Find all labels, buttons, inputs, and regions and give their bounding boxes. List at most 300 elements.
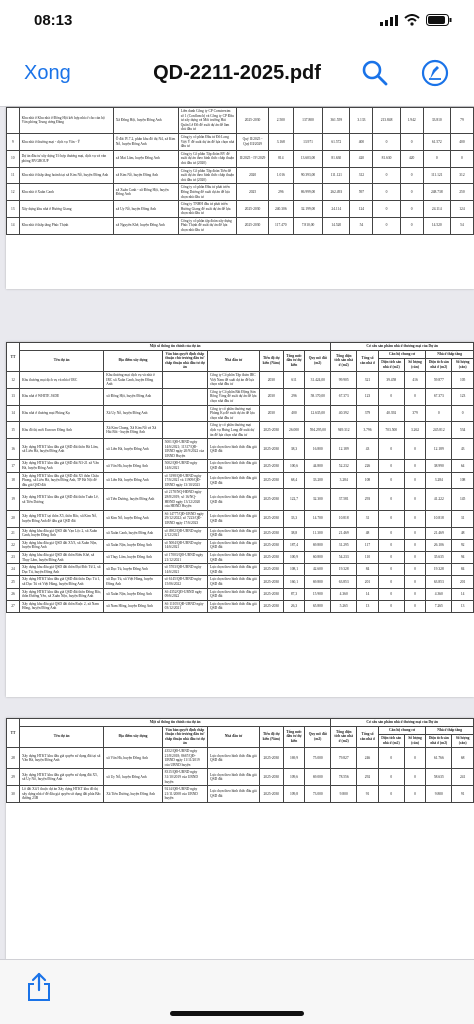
th-group-product: Cơ cấu sản phẩm nhà ở thương mại của Dự án <box>331 719 474 727</box>
table-row <box>7 422 474 439</box>
table-cell-legal: Số 14777/QĐ-UBND ngày 29/12/2022; số 7223/QĐ-UBND ngày 17/6/2023 <box>162 510 207 527</box>
table-cell-year1: II/2025 - IV/2029 <box>237 150 268 167</box>
table-cell-legal: số 5703/QĐ-UBND ngày 14/6/2021 <box>162 564 207 576</box>
table-cell-loc: xã Vân Hà, huyện Đông Anh <box>104 460 162 472</box>
table-cell-h: 43 <box>452 439 474 460</box>
table-cell-invest: Công ty Cổ phần Tập đoàn BV để xuất dự án theo hình thức chấp thuận chủ đầu tư (2020) <box>178 150 237 167</box>
table-cell-e: 0 <box>378 472 404 489</box>
table-cell-tt: 25 <box>7 576 20 588</box>
th-sub-area: Diện tích sàn nhà ở (m2) <box>426 734 452 747</box>
table-cell-c: 3.284 <box>331 472 357 489</box>
table-cell-year1: 2025-2030 <box>237 201 268 218</box>
table-cell-year: 2025-2030 <box>259 588 283 600</box>
table-cell-v2: 137.800 <box>293 108 322 134</box>
table-cell-h: 105 <box>452 371 474 388</box>
table-cell-loc: xã Xuân Nộn, huyện Đông Anh <box>104 539 162 551</box>
table-cell-c: 949.312 <box>331 422 357 439</box>
table-cell-v8: 312 <box>450 167 473 184</box>
table-cell-invest: Lựa chọn theo hình thức đấu giá QSD đất <box>208 472 260 489</box>
table-row <box>7 133 474 150</box>
table-cell-loc: xã Dục Tú, huyện Đông Anh <box>104 564 162 576</box>
table-cell-c: 79.827 <box>331 747 357 768</box>
table-cell-name: Xây dựng HTKT khu đấu giá QSD đất thôn Dục Tú 1, xã Dục Tú và Việt Hùng, huyện Đông Anh <box>19 576 103 588</box>
th-floor: Tổng diện tích sàn nhà ở (m2) <box>331 350 357 371</box>
table-cell-d: 48 <box>357 527 379 539</box>
table-row <box>7 472 474 489</box>
table-cell-v2: 90.393,00 <box>293 167 322 184</box>
table-cell-d: 84 <box>357 564 379 576</box>
table-cell-loc: xã Nam Hồng, huyện Đông Anh <box>104 600 162 612</box>
table-cell-a: 26.000 <box>283 422 305 439</box>
th-invest: Nhà đầu tư <box>208 350 260 371</box>
table-cell-invest: Lựa chọn theo hình thức đấu giá QSD đất <box>208 747 260 768</box>
table-cell-name: Xây dựng khu đấu giá QSD đất Vạn Lộc 2, xã Xuân Canh, huyện Đông Anh <box>19 527 103 539</box>
table-cell-v5: 0 <box>373 201 400 218</box>
table-row <box>7 769 474 786</box>
table-cell-legal <box>162 422 207 439</box>
table-cell-d: 14 <box>357 588 379 600</box>
table-cell-v4: 597 <box>350 184 373 201</box>
table-cell-b: 12.635,00 <box>305 405 331 422</box>
table-cell-f: 0 <box>404 588 426 600</box>
table-cell-name: Khu nhà ở thương mại Phùng Kụ <box>19 405 103 422</box>
table-cell-g: 4.360 <box>426 588 452 600</box>
table-cell-loc: xã Kim Nỗ, huyện Đông Anh <box>113 167 178 184</box>
table-cell-h: 13 <box>452 600 474 612</box>
table-cell-b: 33.200 <box>305 472 331 489</box>
table-cell-tt: 21 <box>7 527 20 539</box>
th-land: Quy mô đất (m2) <box>305 726 331 747</box>
table-cell-name: Khu đô thị mới Eurowo Đông Anh <box>19 422 103 439</box>
table-cell-loc: Xã Kim Chung, Xã Kim Nỗ và Xã Hải Bối - huyện Đông Anh <box>104 422 162 439</box>
table-row <box>7 588 474 600</box>
th-year: Tiến độ dự kiến (Năm) <box>259 350 283 371</box>
table-cell-b: 11.300 <box>305 527 331 539</box>
table-row <box>7 405 474 422</box>
bottom-toolbar <box>0 959 474 1024</box>
table-cell-v5: 213.848 <box>373 108 400 134</box>
table-cell-year: 2025-2030 <box>259 539 283 551</box>
table-cell-v4: 400 <box>350 133 373 150</box>
table-cell-h: 123 <box>452 388 474 405</box>
table-cell-tt: 23 <box>7 551 20 563</box>
table-row <box>7 201 474 218</box>
table-cell-d: 13 <box>357 600 379 612</box>
table-cell-f: 0 <box>404 747 426 768</box>
table-cell-year: 2025-2030 <box>259 786 283 803</box>
table-cell-year1: 2025-2030 <box>237 217 268 234</box>
table-cell-loc: xã Mai Lâm, huyện Đông Anh <box>113 150 178 167</box>
table-cell-tt: 28 <box>7 747 20 768</box>
table-cell-v1: 117.470 <box>268 217 293 234</box>
table-cell-invest: Công ty TNHH đầu tư phát triển Hương Giang để xuất dự án để lựa chọn nhà đầu tư <box>178 201 237 218</box>
table-cell-loc: xã Kim Nỗ, huyện Đông Anh <box>104 510 162 527</box>
table-cell-g: 10.818 <box>426 510 452 527</box>
table-cell-v3: 61.572 <box>323 133 350 150</box>
table-cell-year: 2025-2030 <box>259 576 283 588</box>
table-cell-year: 2025-2030 <box>259 527 283 539</box>
table-cell-f: 0 <box>404 472 426 489</box>
table-cell-v5: 0 <box>373 184 400 201</box>
table-cell-loc: Xã Uy Nỗ, huyện Đông Anh <box>104 405 162 422</box>
th-high: Căn hộ chung cư <box>378 726 426 734</box>
share-icon[interactable] <box>26 972 52 1002</box>
table-cell-g: 21.469 <box>426 527 452 539</box>
table-cell-a: 109,8 <box>283 786 305 803</box>
table-cell-g: 38.990 <box>426 460 452 472</box>
table-row <box>7 786 474 803</box>
table-cell-v7: 0 <box>423 150 450 167</box>
table-cell-a: 100,9 <box>283 551 305 563</box>
table-cell-invest: Lựa chọn theo hình thức đấu giá QSD đất <box>208 489 260 510</box>
table-cell-invest: Lựa chọn theo hình thức đấu giá QSD đất <box>208 588 260 600</box>
table-cell-invest: Lựa chọn theo hình thức đấu giá QSD đất <box>208 564 260 576</box>
table-cell-tt: 24 <box>7 564 20 576</box>
table-cell-loc: xã Dục Tú, xã Việt Hùng, huyện Đông Anh <box>104 576 162 588</box>
table-cell-d: 31 <box>357 510 379 527</box>
table-cell-v1: 296 <box>268 184 293 201</box>
table-cell-c: 10.818 <box>331 510 357 527</box>
table-cell-tt: 30 <box>7 786 20 803</box>
table-cell-c: 40.392 <box>331 405 357 422</box>
table-cell-e: 0 <box>378 747 404 768</box>
document-title: QD-2211-2025.pdf <box>153 62 321 84</box>
table-cell-f: 0 <box>404 527 426 539</box>
table-cell-loc: Khu thương mại dịch vụ và nhà ở IRC xã Xuân Canh, huyện Đông Anh <box>104 371 162 388</box>
status-bar <box>0 0 474 44</box>
table-cell-loc: xã Tiên Dương, huyện Đông Anh <box>104 489 162 510</box>
table-cell-legal: Số 4352/QĐ-UBND ngày 09/6/2022 <box>162 588 207 600</box>
markup-icon[interactable] <box>420 58 450 88</box>
table-cell-loc: xã Xuân Canh - xã Đông Hội, huyện Đông Anh <box>113 184 178 201</box>
table-cell-name: Xây dựng khu đấu giá QSD đất X5/3, xã Xuân Nộn, huyện Đông Anh <box>19 539 103 551</box>
table-cell-invest: Lựa chọn theo hình thức đấu giá QSD đất <box>208 551 260 563</box>
table-cell-c: 54.233 <box>331 551 357 563</box>
status-icons <box>380 14 452 26</box>
table-cell-e: 0 <box>378 786 404 803</box>
table-cell-v8: 400 <box>450 133 473 150</box>
th-tt: TT <box>7 719 20 748</box>
table-cell-loc: xã Uy Nỗ, huyện Đông Anh <box>104 769 162 786</box>
table-cell-a: 100,6 <box>283 460 305 472</box>
table-cell-v3: 24.114 <box>323 201 350 218</box>
table-cell-loc: Xã Đông Hội, huyện Đông Anh <box>113 108 178 134</box>
table-row <box>7 217 474 234</box>
table-cell-c: 12.189 <box>331 439 357 460</box>
table-cell-c: 99.905 <box>331 371 357 388</box>
table-cell-name: Xây dựng HTKT khu đấu giá QSD đất thôn Hà Lâm, xã Liên Hà, huyện Đông Anh <box>19 439 103 460</box>
table-cell-name: Lô đất X4/1 thuộc dự án Xây dựng HTKT khu đô thị xây dựng nhà ở để đấu giá quyền sử dụng đất phía Bắc đường 23B <box>19 786 103 803</box>
table-cell-h: 48 <box>452 527 474 539</box>
table-cell-b: 69.800 <box>305 539 331 551</box>
table-cell-year1: 2020 <box>237 167 268 184</box>
table-cell-invest: Công ty cổ phần Đầu tư Đô Long Việt Ý để xuất dự án để lựa chọn nhà đầu tư <box>178 133 237 150</box>
th-low: Nhà ở thấp tầng <box>426 726 474 734</box>
table-cell-v7: 24.114 <box>423 201 450 218</box>
table-cell-v6: 0 <box>400 184 423 201</box>
table-cell-f: 0 <box>404 600 426 612</box>
table-cell-b: 32.300 <box>305 489 331 510</box>
table-cell-a: 87,3 <box>283 588 305 600</box>
table-cell-b: 42.600 <box>305 564 331 576</box>
th-low: Nhà ở thấp tầng <box>426 350 474 358</box>
done-button[interactable]: Xong <box>24 62 71 84</box>
table-cell-d: 201 <box>357 576 379 588</box>
table-cell-g: 0 <box>426 405 452 422</box>
table-cell-name: Xây dựng khu đấu giá QSD đất thôn Biểu Khê, xã Thụy Lâm, huyện Đông Anh <box>19 551 103 563</box>
table-cell-invest: Lựa chọn theo hình thức đấu giá QSD đất <box>208 510 260 527</box>
table-cell-name: Xây dựng khu nhà ở Hương Giang <box>19 201 113 218</box>
table-cell-f: 379 <box>404 405 426 422</box>
table-cell-tt: 27 <box>7 600 20 612</box>
table-cell-c: 5.265 <box>331 600 357 612</box>
table-cell-v4: 3.133 <box>350 108 373 134</box>
table-cell-year: 2025-2030 <box>259 439 283 460</box>
table-cell-e: 703.500 <box>378 422 404 439</box>
table-cell-v2: 13.971 <box>293 133 322 150</box>
table-cell-loc: Ô đất IV.7.2, phân khu đô thị N4, xã Kim Nỗ, huyện Đông Anh <box>113 133 178 150</box>
table-row <box>7 439 474 460</box>
table-cell-legal: 9214/QĐ-UBND ngày 21/11/2008 của UBND huyện <box>162 786 207 803</box>
table-cell-legal <box>162 405 207 422</box>
table-cell-f: 0 <box>404 489 426 510</box>
table-cell-e: 40.392 <box>378 405 404 422</box>
table-cell-year: 2030 <box>259 371 283 388</box>
table-cell-f: 0 <box>404 510 426 527</box>
table-row <box>7 510 474 527</box>
table-cell-name: Xây dựng HTKT khu đấu giá QSD đất thôn Tuấn Lê, xã Tiên Dương <box>19 489 103 510</box>
table-cell-name: Xây dựng HTKT khu đấu giá QSD đất N3-21 xã Vân Hà, huyện Đông Anh <box>19 460 103 472</box>
table-cell-v5: 0 <box>373 217 400 234</box>
th-name: Tên dự án <box>19 726 103 747</box>
th-loc: Địa điểm xây dựng <box>104 350 162 371</box>
table-cell-v7: 14.520 <box>423 217 450 234</box>
table-cell-tt: 20 <box>7 510 20 527</box>
table-cell-v1: 1.016 <box>268 167 293 184</box>
table-cell-name: Khu nhà ở Xuân Canh <box>19 184 113 201</box>
table-cell-g: 63.853 <box>426 576 452 588</box>
table-row <box>7 747 474 768</box>
table-cell-v5: 0 <box>373 167 400 184</box>
table-cell-v1: 2.500 <box>268 108 293 134</box>
table-cell-invest: Lựa chọn theo hình thức đấu giá QSD đất <box>208 769 260 786</box>
table-cell-tt: 29 <box>7 769 20 786</box>
table-cell-a: 108,1 <box>283 564 305 576</box>
table-cell-f: 0 <box>404 439 426 460</box>
table-cell-e: 0 <box>378 539 404 551</box>
table-cell-h: 241 <box>452 769 474 786</box>
table-cell-invest: Lựa chọn theo hình thức đấu giá QSD đất <box>208 600 260 612</box>
table-cell-invest: Lựa chọn theo hình thức đấu giá QSD đất <box>208 786 260 803</box>
table-cell-e: 39.458 <box>378 371 404 388</box>
table-cell-legal: số 4902/QĐ-UBND ngày 2/12/2021 <box>162 527 207 539</box>
table-cell-d: 3.796 <box>357 422 379 439</box>
th-sub-units: Số lượng (căn) <box>404 358 426 371</box>
table-cell-d: 246 <box>357 747 379 768</box>
table-cell-loc: Xã Tiên Dương, huyện Đông Anh <box>104 786 162 803</box>
table-cell-name: Khu thương mại dịch vụ và nhà ở IRC <box>19 371 103 388</box>
table-cell-e: 0 <box>378 439 404 460</box>
table-cell-v6: 0 <box>400 133 423 150</box>
table-cell-v2: 13.603,00 <box>293 150 322 167</box>
table-cell-v3: 14.520 <box>323 217 350 234</box>
table-cell-invest: Công ty cổ phần Đầu tư phát triển Đông Dương để xuất dự án để lựa chọn nhà đầu tư <box>178 184 237 201</box>
table-cell-f: 0 <box>404 786 426 803</box>
table-cell-g: 67.373 <box>426 388 452 405</box>
table-cell-d: 226 <box>357 460 379 472</box>
table-cell-legal: số 6145/QĐ-UBND ngày 15/06/2022 <box>162 576 207 588</box>
table-cell-name: Xây dựng HTKT khu đấu giá QSD đất thôn Đông Bắc, thôn Đường Yên, xã Xuân Nộn, huyện Đông Anh <box>19 588 103 600</box>
table-cell-loc: xã Vân Hà, huyện Đông Anh <box>104 747 162 768</box>
navigation-bar <box>0 44 474 107</box>
table-cell-f: 0 <box>404 769 426 786</box>
table-cell-legal: Số 11105/QĐ-UBND ngày 03/12/2021 <box>162 600 207 612</box>
table-cell-loc: xã Thụy Lâm, huyện Đông Anh <box>104 551 162 563</box>
table-row <box>7 167 474 184</box>
table-cell-v8: 250 <box>450 184 473 201</box>
table-cell-name: Xây dựng HTKT khu đấu giá quyền sử dụng đất X5, xã Uy Nỗ, huyện Đông Anh <box>19 769 103 786</box>
th-name: Tên dự án <box>19 350 103 371</box>
search-icon[interactable] <box>360 58 390 88</box>
table-cell-a: 296 <box>283 388 305 405</box>
table-cell-v3: 111.121 <box>323 167 350 184</box>
table-cell-name: Khu nhà ở Khu nhà ở Đông Hội kết hợp nhà ở cho cán bộ Văn phòng Trung ương Đảng <box>19 108 113 134</box>
table-cell-a: 26,3 <box>283 600 305 612</box>
th-tt: TT <box>7 343 20 372</box>
table-cell-d: 117 <box>357 539 379 551</box>
table-cell-h: 534 <box>452 422 474 439</box>
table-cell-b: 65.800 <box>305 600 331 612</box>
table-cell-a: 38,3 <box>283 439 305 460</box>
table-cell-c: 67.373 <box>331 388 357 405</box>
table-cell-name: Xây dựng HTKT tại thôn X5, thôn Bắc, xã Kim Nỗ, huyện Đông Anh để đấu giá QSD đất <box>19 510 103 527</box>
table-cell-v7: 248.738 <box>423 184 450 201</box>
table-cell-h: 68 <box>452 747 474 768</box>
table-cell-g: 26.106 <box>426 539 452 551</box>
table-cell-tt: 26 <box>7 588 20 600</box>
table-cell-tt <box>7 108 20 134</box>
table-cell-d: 292 <box>357 769 379 786</box>
table-cell-c: 21.469 <box>331 527 357 539</box>
table-cell-legal: 5002/QĐ-UBND ngày 14/6/2021 <box>162 460 207 472</box>
table-cell-name: Xây dựng khu đấu giá QSD đất thôn Ruộc 2, xã Nam Hồng, huyện Đông Anh <box>19 600 103 612</box>
table-cell-year: 2025-2030 <box>259 747 283 768</box>
project-table-page-2 <box>6 342 474 613</box>
battery-icon <box>426 14 452 26</box>
table-cell-tt: 16 <box>7 439 20 460</box>
table-cell-loc: xã Liên Hà, huyện Đông Anh <box>104 472 162 489</box>
table-cell-v5: 0 <box>373 133 400 150</box>
table-cell-g: 58.635 <box>426 769 452 786</box>
table-cell-f: 0 <box>404 576 426 588</box>
th-year: Tiến độ dự kiến (Năm) <box>259 726 283 747</box>
table-cell-v3: 361.559 <box>323 108 350 134</box>
th-loc: Địa điểm xây dựng <box>104 726 162 747</box>
table-cell-invest: Lựa chọn theo hình thức đấu giá QSD đất <box>208 576 260 588</box>
table-cell-name: Khu nhà ở WHITE JADE <box>19 388 103 405</box>
table-cell-invest: Công ty Cổ phần Tập đoàn Tiến để xuất dự án theo hình thức chấp thuận chủ đầu tư (2020) <box>178 167 237 184</box>
table-cell-v1: 3.168 <box>268 133 293 150</box>
table-cell-tt: 10 <box>7 150 20 167</box>
th-units: Tổng số căn nhà ở <box>357 726 379 747</box>
table-cell-g: 7.265 <box>426 600 452 612</box>
table-cell-year: 2025-2030 <box>259 510 283 527</box>
table-row <box>7 564 474 576</box>
table-cell-f: 0 <box>404 551 426 563</box>
th-invest: Nhà đầu tư <box>208 726 260 747</box>
table-cell-invest: Công ty cổ phần thương mại dịch vụ Hưng Long để xuất dự án để lựa chọn nhà đầu tư <box>208 422 260 439</box>
table-cell-v3: 262.493 <box>323 184 350 201</box>
table-cell-h: 84 <box>452 564 474 576</box>
wifi-icon <box>404 14 420 26</box>
table-cell-v4: 312 <box>350 167 373 184</box>
table-cell-v8: 0 <box>450 150 473 167</box>
table-cell-e: 0 <box>378 600 404 612</box>
table-cell-d: 110 <box>357 551 379 563</box>
pdf-page-3 <box>6 718 474 960</box>
table-cell-year: 2030 <box>259 405 283 422</box>
table-cell-d: 379 <box>357 405 379 422</box>
table-cell-year: 2025-2030 <box>259 472 283 489</box>
table-cell-e: 0 <box>378 527 404 539</box>
table-row <box>7 108 474 134</box>
table-row <box>7 527 474 539</box>
table-cell-c: 78.556 <box>331 769 357 786</box>
table-cell-loc: xã Xuân Nộn, huyện Đông Anh <box>104 588 162 600</box>
table-cell-b: 60.800 <box>305 551 331 563</box>
table-cell-f: 0 <box>404 539 426 551</box>
table-cell-g: 3.284 <box>426 472 452 489</box>
table-row <box>7 184 474 201</box>
table-cell-legal: số 2178/NQ-HĐND ngày 28/8/2019; số 16/NQ-HĐND ngày 13/12/2020 của HĐND Huyện <box>162 489 207 510</box>
table-cell-v4: 420 <box>350 150 373 167</box>
table-row <box>7 371 474 388</box>
table-cell-a: 611 <box>283 371 305 388</box>
table-cell-f: 0 <box>404 388 426 405</box>
table-cell-tt: 17 <box>7 460 20 472</box>
th-group-product: Cơ cấu sản phẩm nhà ở thương mại của Dự án <box>331 343 474 351</box>
table-cell-v7: 111.121 <box>423 167 450 184</box>
table-cell-a: 400 <box>283 405 305 422</box>
table-cell-d: 293 <box>357 489 379 510</box>
status-time: 08:13 <box>34 12 73 29</box>
table-cell-c: 37.581 <box>331 489 357 510</box>
table-cell-loc: xã Uy Nỗ, huyện Đông Anh <box>113 201 178 218</box>
table-cell-g: 41.222 <box>426 489 452 510</box>
table-cell-v6: 0 <box>400 201 423 218</box>
table-row <box>7 600 474 612</box>
table-cell-b: 73.000 <box>305 786 331 803</box>
table-row <box>7 460 474 472</box>
table-cell-h: 94 <box>452 551 474 563</box>
table-cell-b: 69.800 <box>305 576 331 588</box>
table-cell-c: 4.360 <box>331 588 357 600</box>
table-cell-d: 108 <box>357 472 379 489</box>
table-cell-v8: 54 <box>450 217 473 234</box>
table-cell-year: 2025-2030 <box>259 489 283 510</box>
table-cell-a: 160,1 <box>283 576 305 588</box>
table-cell-tt: 19 <box>7 489 20 510</box>
table-cell-invest: Lựa chọn theo hình thức đấu giá QSD đất <box>208 539 260 551</box>
signal-icon <box>380 15 398 26</box>
pdf-page-1 <box>6 107 474 289</box>
table-cell-v2: 86.999,00 <box>293 184 322 201</box>
th-legal: Văn bản quyết định chấp thuận chủ trương đầu tư/ chấp thuận nhà đầu tư dự án <box>162 350 207 371</box>
table-cell-tt: 11 <box>7 167 20 184</box>
table-cell-name: Khu nhà ở thấp tầng Phúc Thịnh <box>19 217 113 234</box>
table-cell-legal <box>162 388 207 405</box>
table-cell-c: 52.232 <box>331 460 357 472</box>
